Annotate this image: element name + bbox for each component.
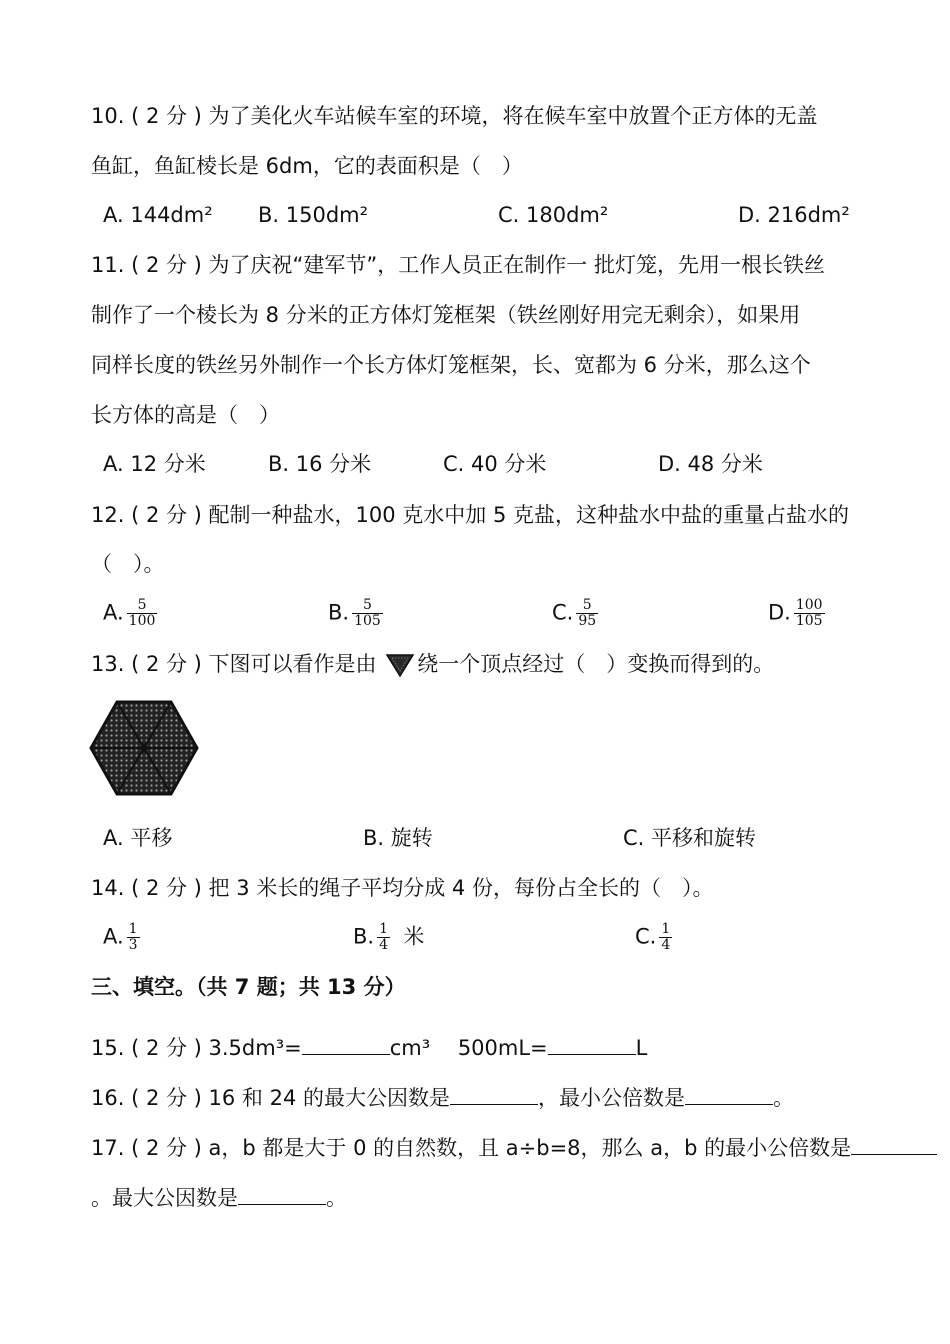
fraction xyxy=(352,598,383,629)
q10-option-d: D. 216dm² xyxy=(738,203,850,227)
q13-text-before: 13. ( 2 分 ) 下图可以看作是由 xyxy=(91,652,384,676)
option-unit: 米 xyxy=(403,924,425,949)
q11-option-a: A. 12 分米 xyxy=(103,452,206,476)
option-label: B. xyxy=(328,600,350,625)
q11-option-b: B. 16 分米 xyxy=(268,452,372,476)
q11-line2: 制作了一个棱长为 8 分米的正方体灯笼框架（铁丝刚好用完无剩余），如果用 xyxy=(91,303,801,327)
q15-text-1: 15. ( 2 分 ) 3.5dm³= xyxy=(91,1036,302,1060)
numerator: 1 xyxy=(128,921,138,937)
q10-line2: 鱼缸，鱼缸棱长是 6dm，它的表面积是（ ） xyxy=(91,154,523,178)
q12-option-d xyxy=(768,598,825,629)
q13-line1 xyxy=(91,651,774,678)
option-label: C. xyxy=(552,600,574,625)
numerator: 5 xyxy=(363,597,372,613)
answer-blank[interactable] xyxy=(302,1034,390,1055)
denominator: 105 xyxy=(795,613,823,629)
q10-option-b: B. 150dm² xyxy=(258,203,369,227)
q14-option-a xyxy=(103,922,140,953)
q15-text-3: L xyxy=(635,1036,648,1060)
section-title: 三、填空。（共 7 题；共 13 分） xyxy=(91,975,406,999)
q11-line1: 11. ( 2 分 ) 为了庆祝“建军节”，工作人员正在制作一 批灯笼，先用一根长铁丝 xyxy=(91,253,825,277)
answer-blank[interactable] xyxy=(238,1184,326,1205)
q10-line1: 10. ( 2 分 ) 为了美化火车站候车室的环境，将在候车室中放置个正方体的无盖 xyxy=(91,104,818,128)
q10-option-c: C. 180dm² xyxy=(498,203,609,227)
denominator: 3 xyxy=(128,937,138,953)
q14-line1: 14. ( 2 分 ) 把 3 米长的绳子平均分成 4 份，每份占全长的（ ）。 xyxy=(91,876,714,900)
q14-option-c xyxy=(635,922,672,953)
numerator: 1 xyxy=(661,921,671,937)
denominator: 105 xyxy=(354,613,381,629)
q11-line4: 长方体的高是（ ） xyxy=(91,403,280,427)
answer-blank[interactable] xyxy=(851,1134,937,1155)
q13-option-b: B. 旋转 xyxy=(363,826,433,850)
fraction xyxy=(576,598,598,629)
option-label: A. xyxy=(103,600,124,625)
numerator: 100 xyxy=(795,597,823,613)
numerator: 1 xyxy=(379,921,389,937)
q15-text-2: cm³ 500mL= xyxy=(389,1036,548,1060)
fraction xyxy=(377,922,390,953)
q16-text-1: 16. ( 2 分 ) 16 和 24 的最大公因数是 xyxy=(91,1086,450,1110)
option-label: A. xyxy=(103,924,124,949)
q17-line1 xyxy=(91,1134,937,1161)
denominator: 95 xyxy=(578,613,597,629)
q13-text-after: 绕一个顶点经过（ ）变换而得到的。 xyxy=(417,652,775,676)
q14-option-b xyxy=(353,922,424,953)
answer-blank[interactable] xyxy=(685,1084,773,1105)
q16-line xyxy=(91,1084,794,1111)
option-label: C. xyxy=(635,924,657,949)
q17-text-3: 。 xyxy=(326,1186,347,1210)
hexagon-rotation-figure xyxy=(89,698,199,798)
q10-option-a: A. 144dm² xyxy=(103,203,213,227)
fraction xyxy=(794,598,825,629)
q13-option-a: A. 平移 xyxy=(103,826,173,850)
option-label: B. xyxy=(353,924,375,949)
denominator: 4 xyxy=(379,937,389,953)
q15-line xyxy=(91,1034,647,1061)
numerator: 5 xyxy=(137,597,147,613)
triangle-shape-icon xyxy=(385,652,415,678)
fraction xyxy=(127,598,158,629)
q17-text-2: 。最大公因数是 xyxy=(91,1186,238,1210)
q16-text-3: 。 xyxy=(773,1086,794,1110)
option-label: D. xyxy=(768,600,791,625)
denominator: 100 xyxy=(128,613,156,629)
numerator: 5 xyxy=(582,597,592,613)
answer-blank[interactable] xyxy=(450,1084,538,1105)
q12-option-a xyxy=(103,598,157,629)
answer-blank[interactable] xyxy=(548,1034,636,1055)
fraction xyxy=(659,922,672,953)
q11-line3: 同样长度的铁丝另外制作一个长方体灯笼框架，长、宽都为 6 分米，那么这个 xyxy=(91,353,811,377)
q16-text-2: ，最小公倍数是 xyxy=(538,1086,685,1110)
q12-option-c xyxy=(552,598,598,629)
q17-line2 xyxy=(91,1184,347,1211)
q12-line1: 12. ( 2 分 ) 配制一种盐水，100 克水中加 5 克盐，这种盐水中盐的重量占盐水的 xyxy=(91,503,849,527)
q12-line2: （ ）。 xyxy=(91,552,165,576)
q11-option-c: C. 40 分米 xyxy=(443,452,547,476)
denominator: 4 xyxy=(661,937,671,953)
q11-option-d: D. 48 分米 xyxy=(658,452,763,476)
q17-text-1: 17. ( 2 分 ) a，b 都是大于 0 的自然数，且 a÷b=8，那么 a，b 的最小公倍数是 xyxy=(91,1136,852,1160)
q13-option-c: C. 平移和旋转 xyxy=(623,826,757,850)
q12-option-b xyxy=(328,598,383,629)
fraction xyxy=(127,922,140,953)
